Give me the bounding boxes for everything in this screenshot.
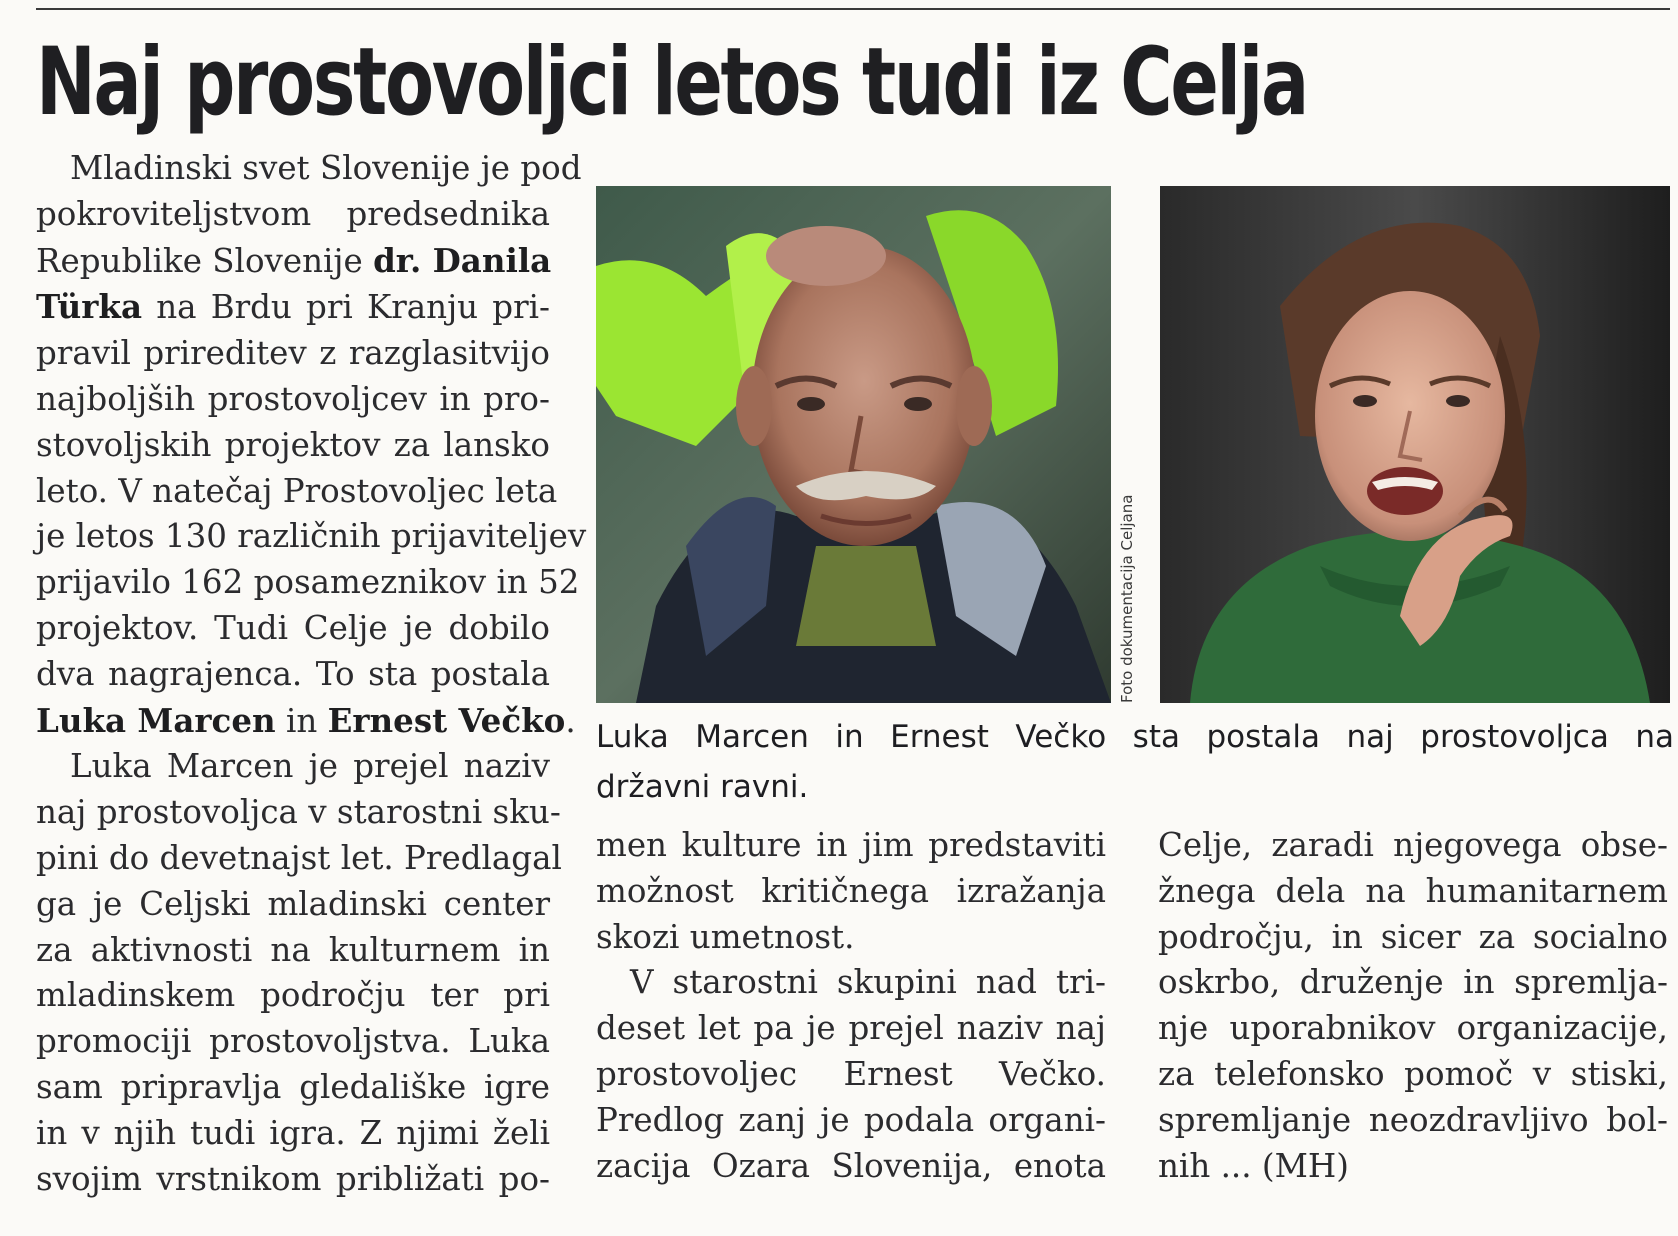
text-line: men kulture in jim predstaviti — [596, 826, 1106, 864]
text-line: svojim vrstnikom približati po- — [36, 1159, 550, 1198]
text-line: za telefonsko pomoč v stiski, — [1158, 1054, 1668, 1093]
article-column-1 — [36, 146, 587, 1202]
photo-luka-marcen — [1160, 186, 1670, 703]
text-line: Celje, zaradi njegovega obse- — [1158, 826, 1668, 864]
text-line: možnost kritičnega izražanja — [596, 871, 1106, 910]
photo-ernest-vecko — [596, 186, 1111, 703]
photo-caption — [596, 712, 1674, 812]
text-line: oskrbo, druženje in spremlja- — [1158, 963, 1668, 1002]
name-highlight: Türka — [36, 287, 143, 327]
article-column-2 — [596, 823, 1106, 1189]
text-line: leto. V natečaj Prostovoljec leta — [36, 471, 558, 510]
text-line: dva nagrajenca. To sta postala — [36, 654, 550, 693]
photo-ernest-vecko-image — [596, 186, 1111, 703]
text-line: ga je Celjski mladinski center — [36, 884, 550, 923]
text-line: pini do devetnajst let. Predlagal — [36, 838, 562, 877]
text-line: prostovoljec Ernest Večko. — [596, 1054, 1106, 1093]
text-line: stovoljskih projektov za lansko — [36, 425, 550, 464]
text-line: Luka Marcen je prejel naziv — [70, 747, 550, 786]
text-line: naj prostovoljca v starostni sku- — [36, 793, 561, 832]
name-highlight: dr. Danila — [373, 240, 552, 280]
text-line: mladinskem področju ter pri — [36, 976, 550, 1015]
text-line: Luka Marcen in Ernest Večko. — [36, 700, 576, 740]
name-highlight: Ernest Večko — [327, 700, 566, 740]
text-line: promociji prostovoljstva. Luka — [36, 1022, 550, 1061]
text-line: in v njih tudi igra. Z njimi želi — [36, 1113, 550, 1152]
text-line: Predlog zanj je podala organi- — [596, 1100, 1106, 1139]
text-line: projektov. Tudi Celje je dobilo — [36, 608, 550, 647]
text-line: Republike Slovenije dr. Danila — [36, 240, 552, 280]
text-line: deset let pa je prejel naziv naj — [596, 1009, 1106, 1048]
caption-line: Luka Marcen in Ernest Večko sta postala naj prostovoljca na — [596, 719, 1674, 755]
text-line: V starostni skupini nad tri- — [630, 963, 1106, 1002]
text-line: je letos 130 različnih prijaviteljev — [36, 517, 587, 556]
text-line: sam pripravlja gledališke igre — [36, 1067, 550, 1106]
caption-line: državni ravni. — [596, 769, 809, 805]
photo-luka-marcen-image — [1160, 186, 1670, 703]
top-rule — [36, 8, 1670, 10]
article-column-3 — [1158, 823, 1668, 1189]
name-highlight: Luka Marcen — [36, 700, 276, 740]
headline: Naj prostovoljci letos tudi iz Celja — [36, 28, 1307, 137]
text-line: žnega dela na humanitarnem — [1158, 871, 1668, 910]
text-line: nje uporabnikov organizacije, — [1158, 1009, 1668, 1048]
text-line: spremljanje neozdravljivo bol- — [1158, 1100, 1668, 1139]
text-line: prijavilo 162 posameznikov in 52 — [36, 563, 580, 602]
text-line: pokroviteljstvom predsednika — [36, 194, 550, 233]
text-line: zacija Ozara Slovenija, enota — [596, 1146, 1106, 1185]
text-line: za aktivnosti na kulturnem in — [36, 930, 550, 969]
photo-credit: Foto dokumentacija Celjana — [1118, 494, 1136, 703]
text-line: skozi umetnost. — [596, 917, 855, 956]
text-line: pravil prireditev z razglasitvijo — [36, 334, 550, 373]
text-line: Türka na Brdu pri Kranju pri- — [36, 287, 550, 327]
text-line: najboljših prostovoljcev in pro- — [36, 379, 550, 418]
text-line: Mladinski svet Slovenije je pod — [70, 149, 582, 187]
text-line: nih ... (MH) — [1158, 1146, 1349, 1185]
text-line: področju, in sicer za socialno — [1158, 917, 1668, 956]
